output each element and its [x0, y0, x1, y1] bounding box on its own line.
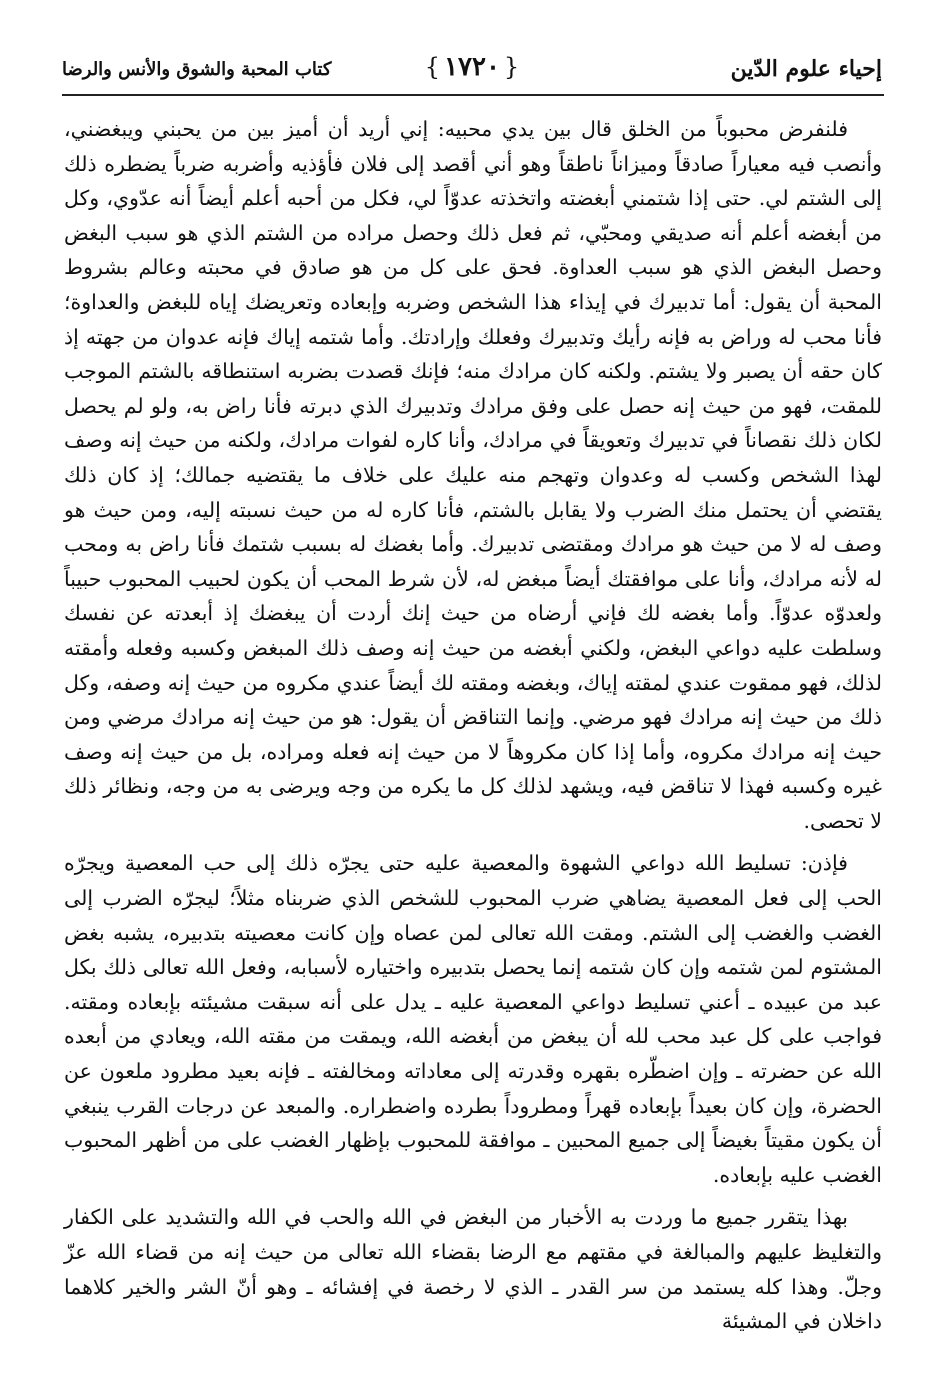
page-number: ١٧٢٠ — [444, 52, 500, 82]
paragraph: بهذا يتقرر جميع ما وردت به الأخبار من البغض في الله والحب في الله والتشديد على الكفار والتغليظ عليهم والمبالغة في مقتهم مع الرضا بقضاء الله تعالى من حيث إنه من قضاء الله عزّ وجلّ. وهذا كله يستمد من سر القدر ـ الذي لا رخصة في إفشائه ـ وهو أنّ الشر والخير كلاهما داخلان في المشيئة — [64, 1205, 882, 1334]
page-number-group — [421, 52, 523, 82]
paragraph: فلنفرض محبوباً من الخلق قال بين يدي محبيه: إني أريد أن أميز بين من يحبني ويبغضني، وأنصب فيه معياراً صادقاً وميزاناً ناطقاً وهو أني أقصد إلى فلان فأؤذيه وأضربه ضرباً يضطره ذلك إلى الشتم لي. حتى إذا شتمني أبغضته واتخذته عدوّاً لي، فكل من أحبه أعلم أيضاً أنه عدّوي، وكل من أبغضه أعلم أنه صديقي ومحبّي، ثم فعل ذلك وحصل مراده من الشتم الذي هو سبب البغض وحصل البغض الذي هو سبب العداوة. فحق على كل من هو صادق في محبته وعالم بشروط المحبة أن يقول: أما تدبيرك في إيذاء هذا الشخص وضربه وإبعاده وتعريضك إياه للبغض والعداوة؛ فأنا محب له وراض به فإنه رأيك وتدبيرك وفعلك وإرادتك. وأما شتمه إياك فإنه عدوان من جهته إذ كان حقه أن يصبر ولا يشتم. ولكنه كان مرادك منه؛ فإنك قصدت بضربه استنطاقه بالشتم الموجب للمقت، فهو من حيث إنه حصل على وفق مرادك وتدبيرك الذي دبرته فأنا راض به، ولو لم يحصل لكان ذلك نقصاناً في تدبيرك وتعويقاً في مرادك، وأنا كاره لفوات مرادك، ولكنه من حيث إنه وصف لهذا الشخص وكسب له وعدوان وتهجم منه عليك على خلاف ما يقتضيه جمالك؛ إذ كان ذلك يقتضي أن يحتمل منك الضرب ولا يقابل بالشتم، فأنا كاره له من حيث نسبته إليه، ومن حيث هو وصف له لا من حيث هو مرادك ومقتضى تدبيرك. وأما بغضك له بسبب شتمك فأنا راض به ومحب له لأنه مرادك، وأنا على موافقتك أيضاً مبغض له، لأن شرط المحب أن يكون لحبيب المحبوب حبيباً ولعدوّه عدوّاً. وأما بغضه لك فإني أرضاه من حيث إنك أردت أن يبغضك إذ أبعدته عن نفسك وسلطت عليه دواعي البغض، ولكني أبغضه من حيث إنه وصف ذلك المبغض وكسبه وفعله وأمقته لذلك، فهو ممقوت عندي لمقته إياك، وبغضه ومقته لك أيضاً عندي مكروه من حيث إنه وصفه، وكل ذلك من حيث إنه مرادك فهو مرضي. وإنما التناقض أن يقول: هو من حيث إنه مرادك مرضي ومن حيث إنه مرادك مكروه، وأما إذا كان مكروهاً لا من حيث إنه فعله ومراده، بل من حيث إنه وصف غيره وكسبه فهذا لا تناقض فيه، ويشهد لذلك كل ما يكره من وجه ويرضى به من وجه، ونظائر ذلك لا تحصى. — [64, 117, 882, 833]
page-body — [64, 112, 882, 1339]
chapter-title: كتاب المحبة والشوق والأنس والرضا — [62, 59, 332, 80]
ornament-right-icon: } — [503, 53, 520, 81]
paragraph: فإذن: تسليط الله دواعي الشهوة والمعصية عليه حتى يجرّه ذلك إلى حب المعصية ويجرّه الحب إلى فعل المعصية يضاهي ضرب المحبوب للشخص الذي ضربناه مثلاً؛ ليجرّه الضرب إلى الغضب والغضب إلى الشتم. ومقت الله تعالى لمن عصاه وإن كانت معصيته بتدبيره، يشبه بغض المشتوم لمن شتمه وإن كان شتمه إنما يحصل بتدبيره واختياره لأسبابه، وفعل الله تعالى ذلك بكل عبد من عبيده ـ أعني تسليط دواعي المعصية عليه ـ يدل على أنه سبقت مشيئته بإبعاده ومقته. فواجب على كل عبد محب لله أن يبغض من أبغضه الله، ويمقت من مقته الله، ويعادي من أبعده الله عن حضرته ـ وإن اضطّره بقهره وقدرته إلى معاداته ومخالفته ـ فإنه بعيد مطرود ملعون عن الحضرة، وإن كان بعيداً بإبعاده قهراً ومطروداً بطرده واضطراره. والمبعد عن درجات القرب ينبغي أن يكون مقيتاً بغيضاً إلى جميع المحبين ـ موافقة للمحبوب بإظهار الغضب على من أظهر المحبوب الغضب عليه بإبعاده. — [64, 851, 882, 1187]
ornament-left-icon: { — [424, 53, 441, 81]
book-title: إحياء علوم الدّين — [730, 56, 882, 82]
page-header — [62, 52, 882, 92]
header-divider — [62, 94, 884, 96]
